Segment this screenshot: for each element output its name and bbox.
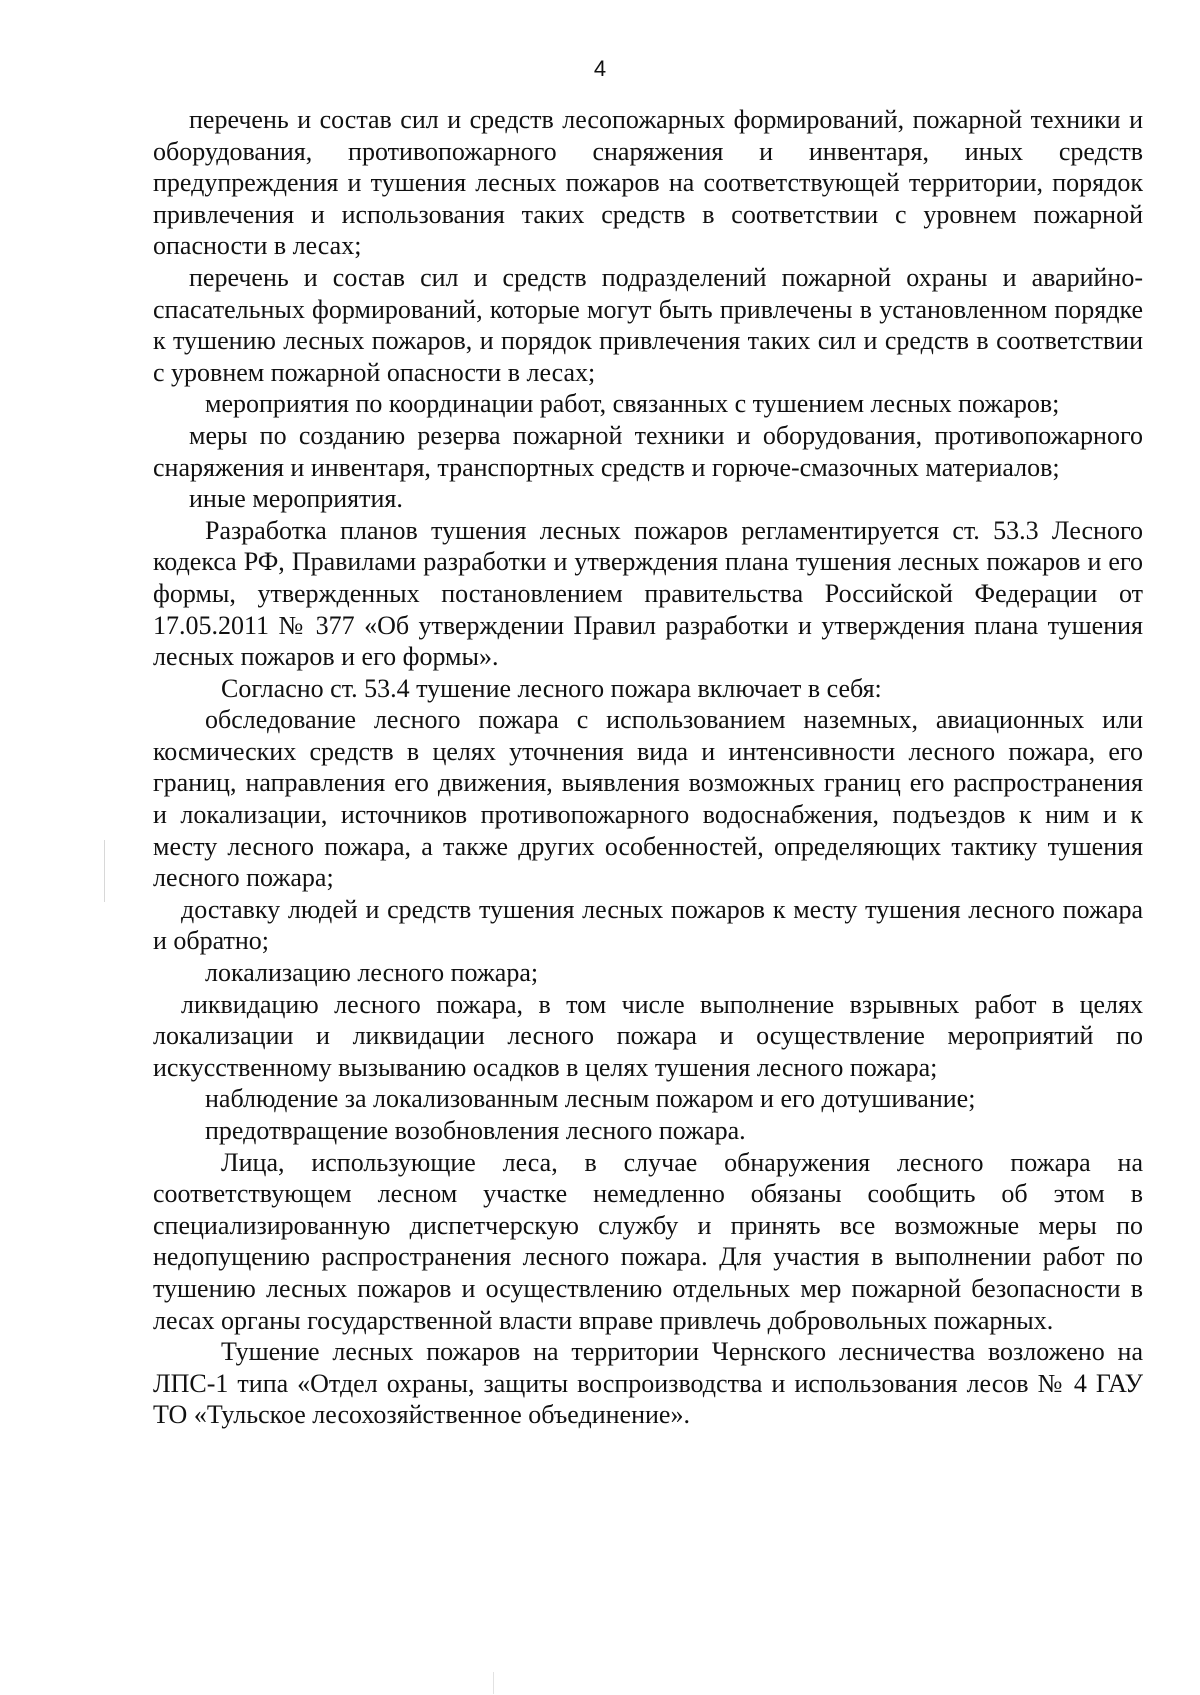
paragraph: мероприятия по координации работ, связанных с тушением лесных пожаров;: [205, 389, 1060, 419]
scan-mark: [104, 840, 105, 902]
paragraph: Разработка планов тушения лесных пожаров регламентируется ст. 53.3 Лесного кодекса РФ, Правилами разработки и утверждения плана тушения лесных пожаров и его формы, утвержденных постановлением правительства Российской Федерации от 17.05.2011 № 377 «Об утверждении Правил разработки и утверждения плана тушения лесных пожаров и его формы».: [153, 515, 1143, 672]
page-number: 4: [593, 56, 607, 81]
paragraph: Тушение лесных пожаров на территории Чернского лесничества возложено на ЛПС-1 типа «Отдел охраны, защиты воспроизводства и использования лесов № 4 ГАУ ТО «Тульское лесохозяйственное объединение».: [153, 1337, 1143, 1430]
paragraph: перечень и состав сил и средств лесопожарных формирований, пожарной техники и оборудования, противопожарного снаряжения и инвентаря, иных средств предупреждения и тушения лесных пожаров на соответствующей территории, порядок привлечения и использования таких средств в соответствии с уровнем пожарной опасности в лесах;: [153, 105, 1143, 261]
paragraph: ликвидацию лесного пожара, в том числе выполнение взрывных работ в целях локализации и ликвидации лесного пожара и осуществление мероприятий по искусственному вызыванию осадков в целях тушения лесного пожара;: [153, 989, 1143, 1082]
paragraph: меры по созданию резерва пожарной техники и оборудования, противопожарного снаряжения и инвентаря, транспортных средств и горюче-смазочных материалов;: [153, 420, 1143, 482]
paragraph: наблюдение за локализованным лесным пожаром и его дотушивание;: [205, 1084, 976, 1114]
paragraph: Лица, использующие леса, в случае обнаружения лесного пожара на соответствующем лесном участке немедленно обязаны сообщить об этом в специализированную диспетчерскую службу и принять все возможные меры по недопущению распространения лесного пожара. Для участия в выполнении работ по тушению лесных пожаров и осуществлению отдельных мер пожарной безопасности в лесах органы государственной власти вправе привлечь добровольных пожарных.: [153, 1147, 1143, 1335]
paragraph: доставку людей и средств тушения лесных пожаров к месту тушения лесного пожара и обратно;: [153, 894, 1143, 956]
paragraph: предотвращение возобновления лесного пожара.: [205, 1116, 746, 1145]
paragraph: Согласно ст. 53.4 тушение лесного пожара включает в себя:: [221, 673, 882, 703]
scan-mark: [493, 1672, 494, 1694]
paragraph: перечень и состав сил и средств подразделений пожарной охраны и аварийно-спасательных формирований, которые могут быть привлечены в установленном порядке к тушению лесных пожаров, и порядок привлечения таких сил и средств в соответствии с уровнем пожарной опасности в лесах;: [153, 262, 1143, 387]
paragraph: обследование лесного пожара с использованием наземных, авиационных или космических средств в целях уточнения вида и интенсивности лесного пожара, его границ, направления его движения, выявления возможных границ его распространения и локализации, источников противопожарного водоснабжения, подъездов к ним и к месту лесного пожара, а также других особенностей, определяющих тактику тушения лесного пожара;: [153, 705, 1143, 893]
paragraph: иные мероприятия.: [189, 484, 403, 514]
paragraph: локализацию лесного пожара;: [205, 958, 539, 988]
document-body: [153, 104, 1143, 1431]
